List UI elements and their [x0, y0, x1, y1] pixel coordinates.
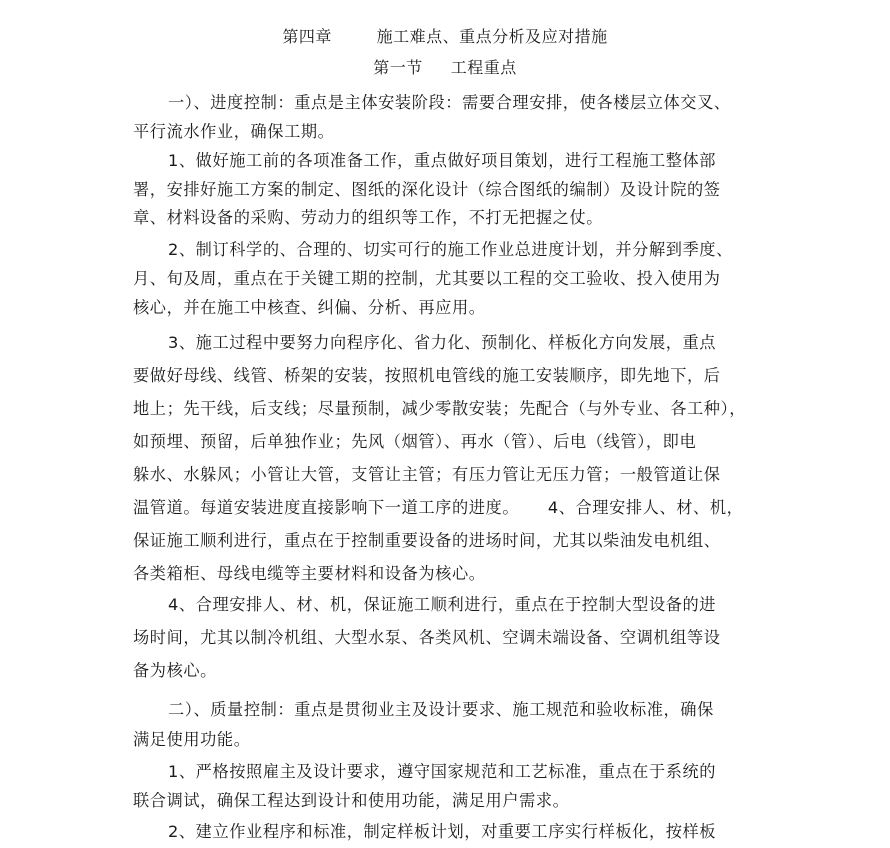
paragraph-line: 1、做好施工前的各项准备工作，重点做好项目策划，进行工程施工整体部 [168, 151, 717, 170]
paragraph-line: 各类箱柜、母线电缆等主要材料和设备为核心。 [133, 564, 486, 583]
paragraph-line: 2、建立作业程序和标准，制定样板计划，对重要工序实行样板化，按样板 [168, 822, 717, 841]
paragraph-line: 保证施工顺利进行，重点在于控制重要设备的进场时间，尤其以柴油发电机组、 [133, 531, 721, 550]
paragraph-line: 核心，并在施工中核查、纠偏、分析、再应用。 [133, 298, 486, 317]
paragraph-line: 2、制订科学的、合理的、切实可行的施工作业总进度计划，并分解到季度、 [168, 240, 733, 259]
paragraph-line: 一）、进度控制：重点是主体安装阶段：需要合理安排，使各楼层立体交叉、 [168, 93, 731, 112]
paragraph-line: 1、严格按照雇主及设计要求，遵守国家规范和工艺标准，重点在于系统的 [168, 762, 717, 781]
paragraph-line: 备为核心。 [133, 661, 217, 680]
paragraph-line: 署，安排好施工方案的制定、图纸的深化设计（综合图纸的编制）及设计院的签 [133, 180, 721, 199]
paragraph-line: 地上；先干线，后支线；尽量预制，减少零散安装；先配合（与外专业、各工种）， [133, 399, 747, 418]
paragraph-line: 二）、质量控制：重点是贯彻业主及设计要求、施工规范和验收标准，确保 [168, 700, 714, 719]
paragraph-line: 4、合理安排人、材、机，保证施工顺利进行，重点在于控制大型设备的进 [168, 595, 717, 614]
paragraph-line: 3、施工过程中要努力向程序化、省力化、预制化、样板化方向发展，重点 [168, 333, 717, 352]
paragraph-line: 躲水、水躲风；小管让大管，支管让主管；有压力管让无压力管；一般管道让保 [133, 465, 721, 484]
paragraph-line: 满足使用功能。 [133, 730, 251, 749]
paragraph-line: 章、材料设备的采购、劳动力的组织等工作，不打无把握之仗。 [133, 208, 604, 227]
paragraph-line: 平行流水作业，确保工期。 [133, 122, 335, 141]
section-title: 第一节 工程重点 [373, 58, 517, 77]
paragraph-line: 如预埋、预留，后单独作业；先风（烟管）、再水（管）、后电（线管），即电 [133, 432, 697, 451]
paragraph-line: 联合调试，确保工程达到设计和使用功能，满足用户需求。 [133, 791, 570, 810]
paragraph-line: 月、旬及周，重点在于关键工期的控制，尤其要以工程的交工验收、投入使用为 [133, 269, 721, 288]
paragraph-line: 温管道。每道安装进度直接影响下一道工序的进度。 4、合理安排人、材、机， [133, 498, 744, 517]
chapter-title: 第四章 施工难点、重点分析及应对措施 [282, 27, 608, 46]
paragraph-line: 场时间，尤其以制冷机组、大型水泵、各类风机、空调未端设备、空调机组等设 [133, 628, 721, 647]
paragraph-line: 要做好母线、线管、桥架的安装，按照机电管线的施工安装顺序，即先地下，后 [133, 366, 721, 385]
